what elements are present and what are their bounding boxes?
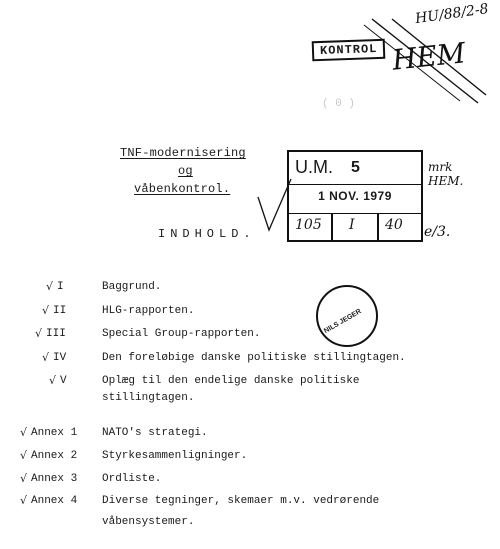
um-stamp-top-row (289, 152, 421, 185)
um-cell-1: 105 (295, 217, 322, 233)
section-5-number: V (60, 375, 67, 387)
section-5-text-cont: stillingtagen. (102, 392, 195, 404)
seal-text: NILS JEGER (323, 308, 363, 335)
annex-4-text: Diverse tegninger, skemaer m.v. vedrørende (102, 495, 380, 507)
annex-2-text: Styrkesammenligninger. (102, 450, 248, 462)
section-1-text: Baggrund. (102, 281, 162, 293)
hem-scribble: HEM (390, 36, 468, 77)
annex-1-text: NATO's strategi. (102, 427, 208, 439)
section-4-number: IV (53, 352, 67, 364)
section-3-check: √ (35, 327, 43, 340)
annex-3-label: Annex 3 (31, 473, 78, 485)
annex-2-check: √ (20, 449, 28, 462)
annex-3-text: Ordliste. (102, 473, 162, 485)
annex-4-label: Annex 4 (31, 495, 78, 507)
um-code: U.M. (295, 157, 333, 177)
diagonal-strike-lines (360, 15, 490, 105)
check-strokes (255, 175, 295, 235)
um-side-note: mrk HEM. (428, 160, 464, 188)
um-registration-stamp (287, 150, 423, 242)
um-stamp-bottom-row (289, 213, 421, 240)
kontrol-stamp: KONTROL (312, 39, 386, 62)
section-4-text: Den foreløbige danske politiske stillingtagen. (102, 352, 406, 364)
annex-3-check: √ (20, 472, 28, 485)
annex-4-check: √ (20, 494, 28, 507)
annex-4-text-cont: våbensystemer. (102, 516, 195, 528)
section-2-text: HLG-rapporten. (102, 305, 195, 317)
title-line-2: og (178, 164, 193, 178)
corner-handwriting: HU/88/2-8 (414, 0, 490, 28)
section-5-text: Oplæg til den endelige danske politiske (102, 375, 360, 387)
annex-2-label: Annex 2 (31, 450, 78, 462)
section-3-number: III (46, 328, 66, 340)
um-date: 1 NOV. 1979 (318, 189, 392, 203)
um-cell-2: I (349, 217, 355, 233)
um-cell-3: 40 (385, 217, 403, 233)
contents-heading: INDHOLD. (158, 227, 256, 241)
um-number: 5 (351, 159, 360, 176)
annex-1-check: √ (20, 426, 28, 439)
section-3-text: Special Group-rapporten. (102, 328, 261, 340)
faint-stamp-text: ( 0 ) (322, 98, 356, 110)
section-4-check: √ (42, 351, 50, 364)
section-2-check: √ (42, 304, 50, 317)
title-line-1: TNF-modernisering (120, 146, 246, 160)
section-2-number: II (53, 305, 67, 317)
annex-1-label: Annex 1 (31, 427, 78, 439)
title-line-3: våbenkontrol. (134, 182, 231, 196)
um-fraction: e/3. (424, 224, 451, 240)
section-1-check: √ (46, 280, 54, 293)
section-1-number: I (57, 281, 64, 293)
section-5-check: √ (49, 374, 57, 387)
